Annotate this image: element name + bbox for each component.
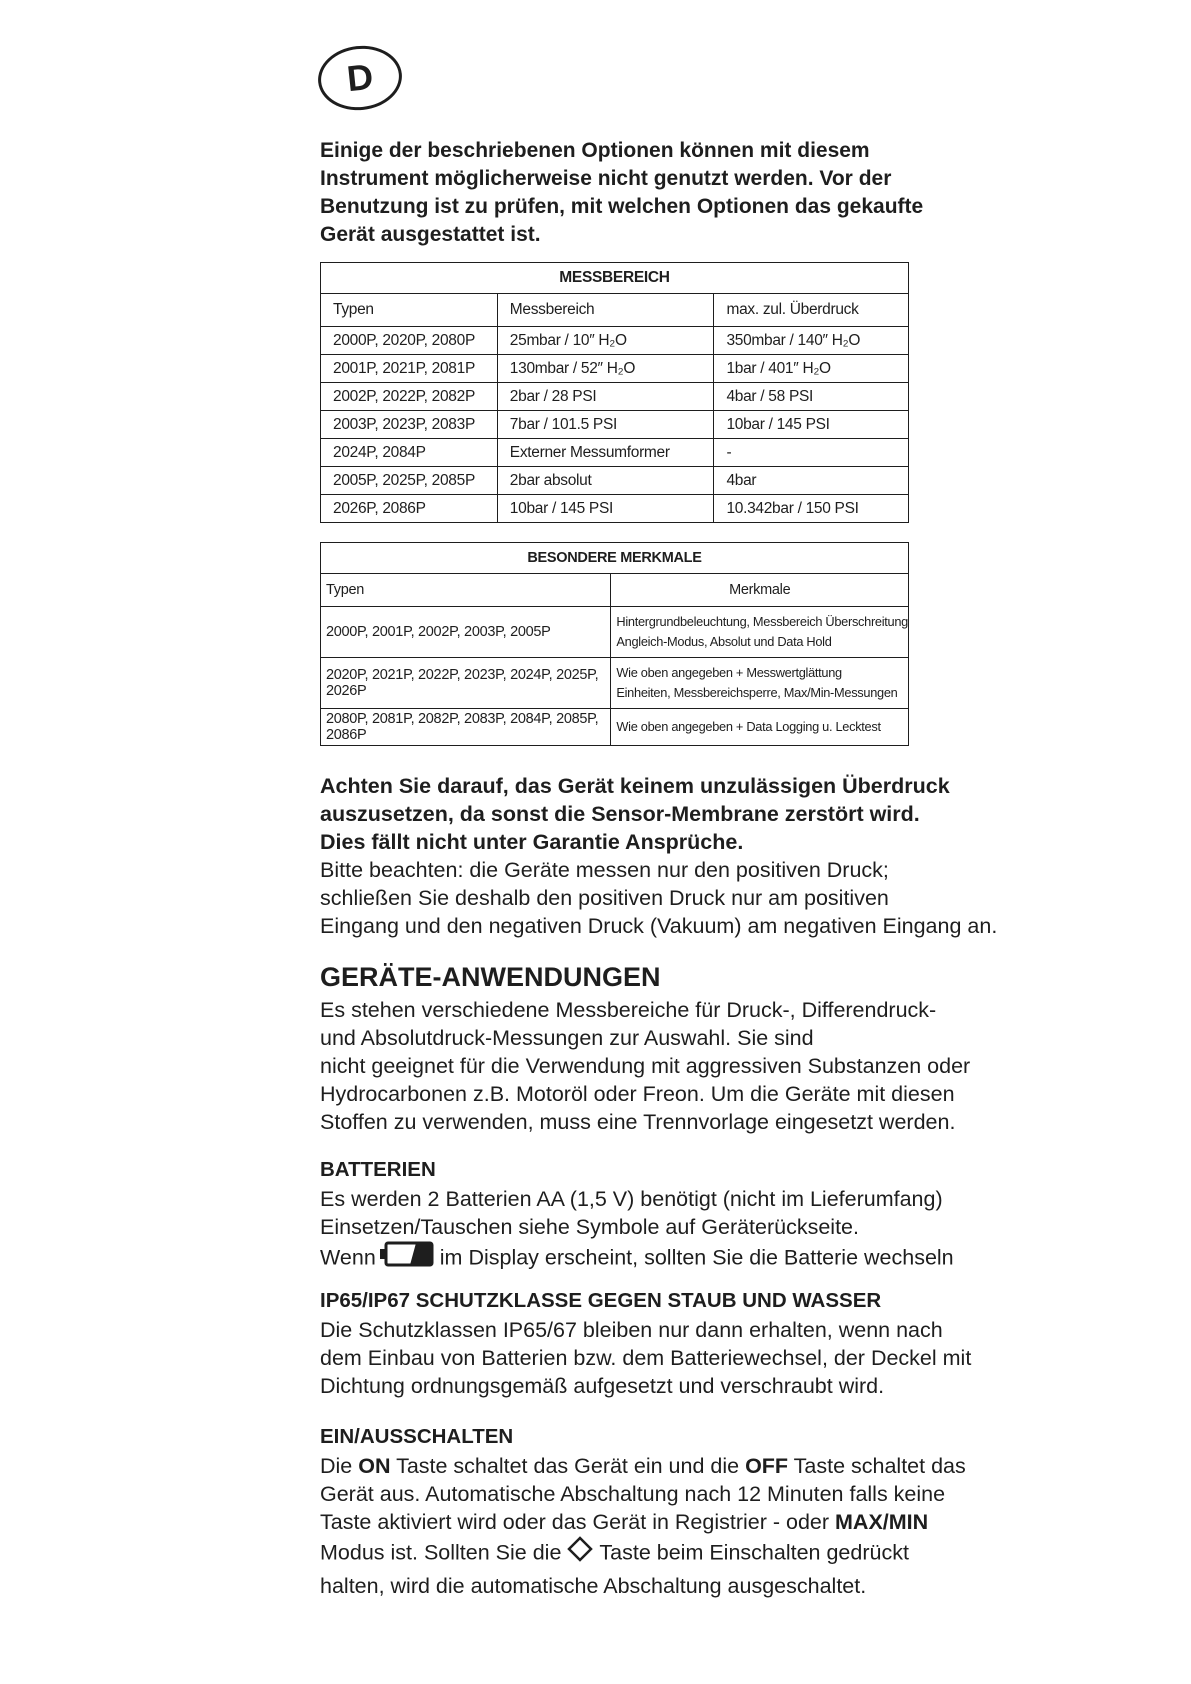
col-header-overpressure: max. zul. Überdruck <box>714 294 909 327</box>
text-fragment: im Display erscheint, sollten Sie die Batterie wechseln <box>439 1245 954 1270</box>
table-row <box>321 658 909 709</box>
table-row <box>321 327 909 355</box>
text-line: dem Einbau von Batterien bzw. dem Batteriewechsel, der Deckel mit <box>320 1346 972 1370</box>
text-fragment: Taste beim Einschalten gedrückt <box>599 1540 909 1565</box>
cell: 10.342bar / 150 PSI <box>714 495 909 523</box>
table-row <box>321 355 909 383</box>
col-header-range: Messbereich <box>497 294 714 327</box>
cell: 4bar / 58 PSI <box>714 383 909 411</box>
table-row <box>321 467 909 495</box>
cell: 350mbar / 140″ H₂O <box>714 327 909 355</box>
cell: 2020P, 2021P, 2022P, 2023P, 2024P, 2025P, 2026P <box>321 658 611 709</box>
cell: 2026P, 2086P <box>321 495 498 523</box>
cell: Externer Messumformer <box>497 439 714 467</box>
cell: 10bar / 145 PSI <box>497 495 714 523</box>
batteries-text <box>320 1185 954 1277</box>
text-line: Dichtung ordnungsgemäß aufgesetzt und verschraubt wird. <box>320 1374 885 1398</box>
intro-line: Instrument möglicherweise nicht genutzt werden. Vor der <box>320 167 892 190</box>
intro-line: Gerät ausgestattet ist. <box>320 223 541 246</box>
cell: 2002P, 2022P, 2082P <box>321 383 498 411</box>
batteries-heading: BATTERIEN <box>320 1158 436 1181</box>
features-table <box>320 542 909 746</box>
cell: 2080P, 2081P, 2082P, 2083P, 2084P, 2085P, 2086P <box>321 709 611 746</box>
warning-line: auszusetzen, da sonst die Sensor-Membrane zerstört wird. <box>320 802 920 826</box>
features-table-title: BESONDERE MERKMALE <box>321 543 909 574</box>
range-table-title: MESSBEREICH <box>321 263 909 294</box>
cell: 10bar / 145 PSI <box>714 411 909 439</box>
col-header-types: Typen <box>321 294 498 327</box>
cell <box>611 709 909 746</box>
text-line <box>320 1241 954 1277</box>
cell: 25mbar / 10″ H₂O <box>497 327 714 355</box>
cell: 2bar / 28 PSI <box>497 383 714 411</box>
cell: 2000P, 2020P, 2080P <box>321 327 498 355</box>
cell <box>611 658 909 709</box>
on-key-label: ON <box>358 1454 391 1478</box>
warning-line: Achten Sie darauf, das Gerät keinem unzulässigen Überdruck <box>320 774 950 798</box>
table-row <box>321 411 909 439</box>
feature-line: Einheiten, Messbereichsperre, Max/Min-Messungen <box>616 685 898 700</box>
off-key-label: OFF <box>745 1454 789 1478</box>
text-line: Es werden 2 Batterien AA (1,5 V) benötigt (nicht im Lieferumfang) <box>320 1187 943 1211</box>
cell: 7bar / 101.5 PSI <box>497 411 714 439</box>
col-header-features: Merkmale <box>611 574 909 607</box>
applications-heading: GERÄTE-ANWENDUNGEN <box>320 962 661 992</box>
ip-text <box>320 1316 972 1400</box>
table-row <box>321 383 909 411</box>
text-line <box>320 1508 940 1536</box>
cell: 130mbar / 52″ H₂O <box>497 355 714 383</box>
applications-text <box>320 996 971 1136</box>
power-heading: EIN/AUSSCHALTEN <box>320 1425 514 1448</box>
table-row <box>321 495 909 523</box>
text-line: Hydrocarbonen z.B. Motoröl oder Freon. Um die Geräte mit diesen <box>320 1082 955 1106</box>
text-line: nicht geeignet für die Verwendung mit aggressiven Substanzen oder <box>320 1054 971 1078</box>
text-fragment: Die <box>320 1454 359 1478</box>
text-line: Die Schutzklassen IP65/67 bleiben nur dann erhalten, wenn nach <box>320 1318 943 1342</box>
col-header-types: Typen <box>321 574 611 607</box>
feature-line: Wie oben angegeben + Data Logging u. Lecktest <box>616 719 881 734</box>
feature-line: Angleich-Modus, Absolut und Data Hold <box>616 634 832 649</box>
warning-line: Dies fällt nicht unter Garantie Ansprüche. <box>320 830 744 854</box>
cell: 2000P, 2001P, 2002P, 2003P, 2005P <box>321 607 611 658</box>
range-table <box>320 262 909 523</box>
cell: 2005P, 2025P, 2085P <box>321 467 498 495</box>
intro-note <box>320 137 940 249</box>
note-line: schließen Sie deshalb den positiven Druck nur am positiven <box>320 886 889 910</box>
note-line: Bitte beachten: die Geräte messen nur den positiven Druck; <box>320 858 889 882</box>
text-line: Es stehen verschiedene Messbereiche für Druck-, Differendruck- <box>320 998 937 1022</box>
note-line: Eingang und den negativen Druck (Vakuum) am negativen Eingang an. <box>320 914 998 938</box>
cell: 2003P, 2023P, 2083P <box>321 411 498 439</box>
cell: - <box>714 439 909 467</box>
intro-line: Benutzung ist zu prüfen, mit welchen Optionen das gekaufte <box>320 195 924 218</box>
text-line <box>320 1536 940 1572</box>
cell: 2bar absolut <box>497 467 714 495</box>
maxmin-key-label: MAX/MIN <box>835 1510 929 1534</box>
battery-low-icon <box>380 1241 434 1274</box>
cell: 1bar / 401″ H₂O <box>714 355 909 383</box>
text-line: Einsetzen/Tauschen siehe Symbole auf Geräterückseite. <box>320 1215 859 1239</box>
intro-line: Einige der beschriebenen Optionen können mit diesem <box>320 139 870 162</box>
cell: 2001P, 2021P, 2081P <box>321 355 498 383</box>
text-line: Stoffen zu verwenden, muss eine Trennvorlage eingesetzt werden. <box>320 1110 956 1134</box>
text-fragment: Taste schaltet das <box>788 1454 966 1478</box>
ip-heading: IP65/IP67 SCHUTZKLASSE GEGEN STAUB UND WASSER <box>320 1289 882 1312</box>
text-line: halten, wird die automatische Abschaltung ausgeschaltet. <box>320 1574 867 1598</box>
text-line: und Absolutdruck-Messungen zur Auswahl. Sie sind <box>320 1026 814 1050</box>
cell: 2024P, 2084P <box>321 439 498 467</box>
feature-line: Wie oben angegeben + Messwertglättung <box>616 665 842 680</box>
text-fragment: Modus ist. Sollten Sie die <box>320 1540 562 1565</box>
table-row <box>321 439 909 467</box>
feature-line: Hintergrundbeleuchtung, Messbereich Überschreitung <box>616 614 908 629</box>
text-fragment: Wenn <box>320 1245 376 1270</box>
language-badge: D <box>315 42 405 114</box>
text-line: Gerät aus. Automatische Abschaltung nach 12 Minuten falls keine <box>320 1482 946 1506</box>
diamond-icon <box>567 1536 593 1569</box>
cell: 4bar <box>714 467 909 495</box>
text-fragment: Taste schaltet das Gerät ein und die <box>390 1454 746 1478</box>
table-row <box>321 709 909 746</box>
text-line <box>320 1452 966 1480</box>
power-text <box>320 1452 966 1600</box>
cell <box>611 607 909 658</box>
table-row <box>321 607 909 658</box>
text-fragment: Taste aktiviert wird oder das Gerät in Registrier - oder <box>320 1510 836 1534</box>
overpressure-warning <box>320 772 998 940</box>
